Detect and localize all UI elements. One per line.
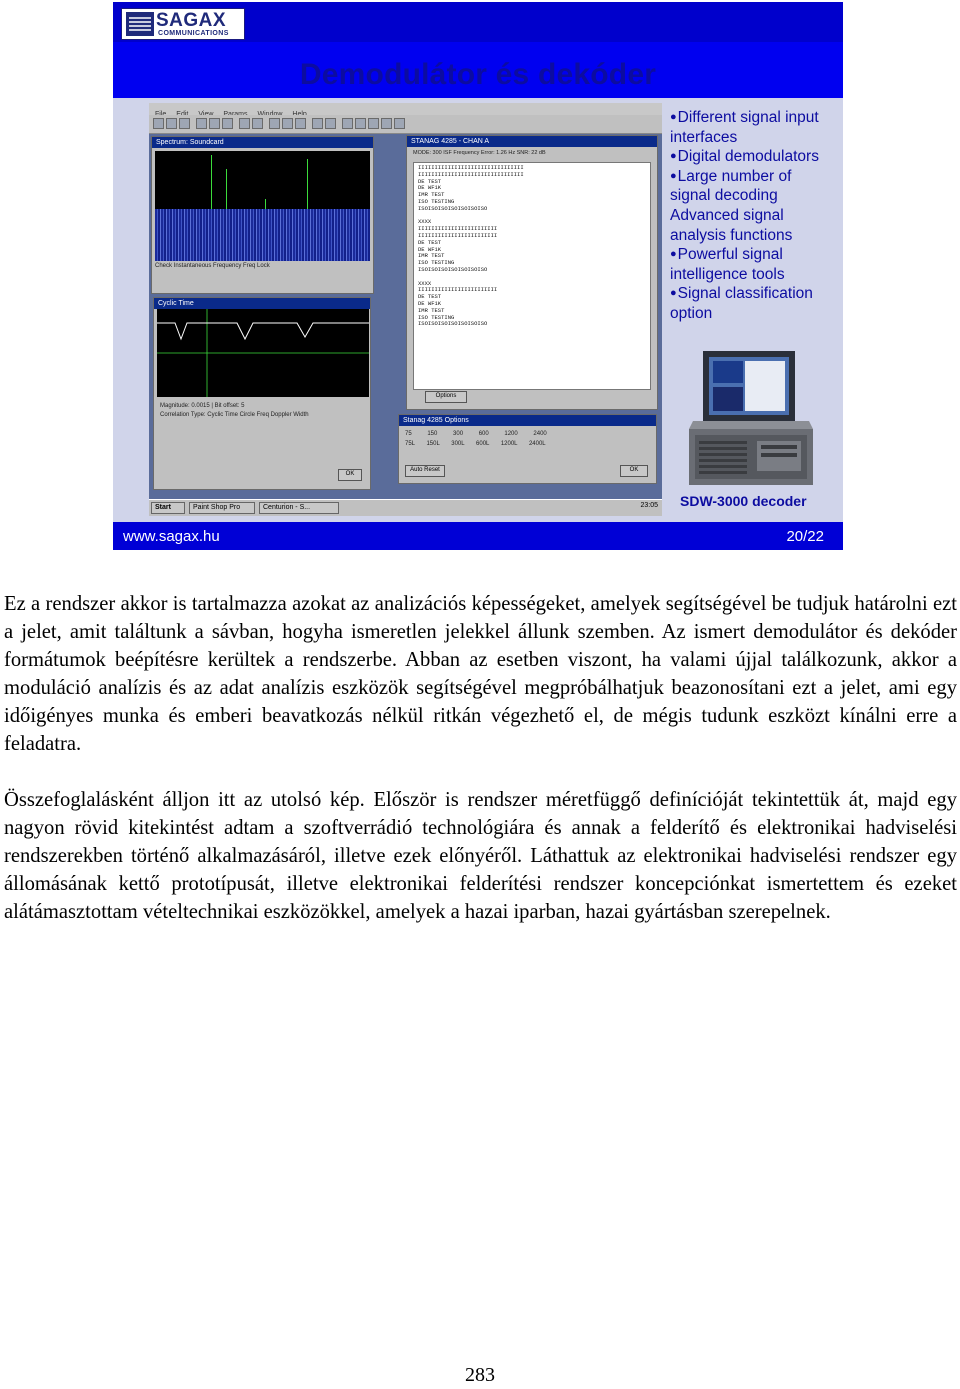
toolbar-info-icon[interactable] — [394, 118, 405, 129]
toolbar-copy-icon[interactable] — [222, 118, 233, 129]
feature-item — [670, 304, 840, 324]
cyclic-correlation[interactable]: Correlation Type: Cyclic Time Circle Freq Doppler Width — [160, 412, 309, 418]
waterfall-display — [155, 209, 370, 261]
stanag-options-dialog[interactable] — [398, 414, 657, 484]
slide-footer-bar — [113, 522, 843, 550]
toolbar-save-icon[interactable] — [179, 118, 190, 129]
cyclic-time-window[interactable] — [153, 297, 371, 490]
options-row[interactable]: 75L 150L 300L 600L 1200L 2400L — [405, 441, 546, 447]
feature-text: signal decoding — [670, 187, 778, 205]
presentation-slide — [113, 2, 843, 550]
spectrum-peak — [307, 159, 308, 209]
cyclic-time-plot — [157, 309, 369, 397]
decoded-text-area[interactable] — [413, 162, 651, 390]
feature-text: interfaces — [670, 128, 738, 146]
cyclic-ok-button[interactable]: OK — [338, 469, 362, 481]
toolbar-edit-icon[interactable] — [355, 118, 366, 129]
toolbar-new-icon[interactable] — [153, 118, 164, 129]
feature-text: analysis functions — [670, 226, 793, 244]
auto-reset-button[interactable]: Auto Reset — [405, 465, 445, 477]
toolbar-zoom-icon[interactable] — [269, 118, 280, 129]
feature-item — [670, 226, 840, 246]
feature-text: Large number of — [677, 167, 792, 185]
slide-page-number: 20/22 — [786, 528, 824, 545]
feature-text: Powerful signal — [677, 246, 783, 264]
sagax-logo — [121, 8, 245, 40]
feature-item — [670, 206, 840, 226]
bullet-icon: ● — [670, 111, 677, 123]
toolbar-spectrum-icon[interactable] — [282, 118, 293, 129]
options-list[interactable] — [405, 431, 645, 447]
toolbar-cut-icon[interactable] — [209, 118, 220, 129]
bullet-icon: ● — [670, 248, 677, 261]
decoder-hardware-icon — [687, 349, 815, 489]
bullet-icon: ● — [670, 150, 677, 163]
toolbar-play-icon[interactable] — [252, 118, 263, 129]
app-toolbar — [149, 115, 662, 134]
feature-item — [670, 167, 840, 187]
spectrum-window[interactable] — [151, 136, 374, 294]
spectrum-display[interactable] — [155, 151, 370, 261]
sagax-logo-mark-icon — [126, 12, 154, 36]
toolbar-lock-icon[interactable] — [381, 118, 392, 129]
toolbar-cursor-icon[interactable] — [368, 118, 379, 129]
bullet-icon: ● — [670, 169, 677, 182]
spectrum-peak — [265, 199, 266, 209]
device-label: SDW-3000 decoder — [680, 493, 807, 509]
feature-item — [670, 265, 840, 285]
toolbar-decoder-icon[interactable] — [295, 118, 306, 129]
taskbar-clock: 23:05 — [640, 502, 658, 509]
feature-item — [670, 284, 840, 304]
feature-item — [670, 186, 840, 206]
body-paragraph: Ez a rendszer akkor is tartalmazza azokat az analizációs képességeket, amelyek segítségével be tudjuk határolni ezt a jelet, amit találtunk a sávban, hogyha ismeretlen jelekkel állunk szemben. Az ismert demodulátor és dekóder formátumok beépítésre kerültek a rendszerbe. Abban az esetben viszont, ha valami újjal találkozunk, akkor a moduláció analízis és az adat analízis eszközök segítségével megpróbálhatjuk beazonosítani ezt a jelet, ami egy időigényes munka és emberi beavatkozás nélkül ritkán végezhető el, de mégis tudunk eszközt kínálni erre a feladatra. — [4, 593, 957, 755]
options-row[interactable]: 75 150 300 600 1200 2400 — [405, 431, 547, 437]
toolbar-help-icon[interactable] — [325, 118, 336, 129]
cyclic-info: Magnitude: 0.0015 | Bit offset: 5 — [160, 403, 245, 409]
windows-taskbar — [149, 499, 662, 516]
stanag-window[interactable] — [406, 135, 658, 410]
feature-item — [670, 245, 840, 265]
software-screenshot — [149, 103, 662, 516]
taskbar-item-centurion[interactable]: Centurion - S... — [259, 502, 339, 514]
stanag-options-button[interactable]: Options — [425, 391, 467, 403]
slide-title: Demodulátor és dekóder — [299, 58, 657, 91]
options-ok-button[interactable]: OK — [620, 465, 648, 477]
feature-text: Digital demodulators — [677, 148, 819, 166]
spectrum-window-title: Spectrum: Soundcard — [152, 137, 373, 148]
logo-subtitle: COMMUNICATIONS — [158, 30, 229, 37]
spectrum-peak — [226, 169, 227, 209]
start-button[interactable]: Start — [151, 502, 185, 514]
bullet-icon: ● — [670, 287, 677, 300]
decoded-text: IIIIIIIIIIIIIIIIIIIIIIIIIIIIIIII IIIIIIIIIIIIIIIIIIIIIIIIIIIIIIII DE TEST DE WF1K IMR TEST ISO TESTING ISOISOISOISOISOISOISO XXXX IIIIIIIIIIIIIIIIIIIIIIII IIIIIIIIIIIIIIIIIIIIIIII DE TEST DE WF1K IMR TEST ISO TESTING ISOISOISOISOISOISOISO XXXX IIIIIIIIIIIIIIIIIIIIIIII DE TEST DE WF1K IMR TEST ISO TESTING ISOISOISOISOISOISOISO — [418, 164, 524, 328]
slide-header-bar — [113, 2, 843, 42]
cyclic-options[interactable] — [160, 402, 309, 420]
toolbar-settings-icon[interactable] — [312, 118, 323, 129]
feature-text: option — [670, 304, 713, 322]
footer-url: www.sagax.hu — [123, 528, 220, 545]
feature-item — [670, 147, 840, 167]
stanag-window-title: STANAG 4285 - CHAN A — [407, 136, 657, 147]
cyclic-window-title: Cyclic Time — [154, 298, 370, 309]
spectrum-options[interactable]: Check Instantaneous Frequency Freq Lock — [155, 263, 270, 269]
feature-list — [670, 108, 840, 324]
toolbar-print-icon[interactable] — [196, 118, 207, 129]
spectrum-peak — [211, 155, 212, 209]
stanag-status: MODE: 300 ISF Frequency Error: 1.26 Hz SNR: 22 dB — [413, 150, 546, 156]
feature-text: Different signal input — [677, 109, 819, 126]
logo-name: SAGAX — [156, 10, 227, 31]
feature-item — [670, 128, 840, 148]
page-number: 283 — [465, 1364, 495, 1386]
feature-text: intelligence tools — [670, 265, 785, 283]
feature-item — [670, 108, 840, 128]
options-dialog-title: Stanag 4285 Options — [399, 415, 656, 426]
toolbar-open-icon[interactable] — [166, 118, 177, 129]
taskbar-item-paint-shop-pro[interactable]: Paint Shop Pro — [189, 502, 255, 514]
feature-text: Signal classification — [677, 285, 813, 303]
body-paragraph: Összefoglalásként álljon itt az utolsó kép. Először is rendszer méretfüggő definícióját tekintettük át, majd egy nagyon rövid kitekintést adtam a szoftverrádió technológiára és annak a felderítő és elektronikai hadviselési rendszerekben történő alkalmazásáról, illetve ezek előnyéről. Láthattuk az elektronikai hadviselési rendszer egy állomásának kettő prototípusát, illetve elektronikai felderítési rendszer koncepciónkat ismertettem és ezeket alátámasztottam vételtechnikai eszközökkel, amelyek a hazai iparban, hazai gyártásban szerepelnek. — [4, 789, 957, 923]
app-menu-bar — [149, 103, 662, 115]
toolbar-clock-icon[interactable] — [342, 118, 353, 129]
toolbar-record-icon[interactable] — [239, 118, 250, 129]
feature-text: Advanced signal — [670, 206, 784, 224]
